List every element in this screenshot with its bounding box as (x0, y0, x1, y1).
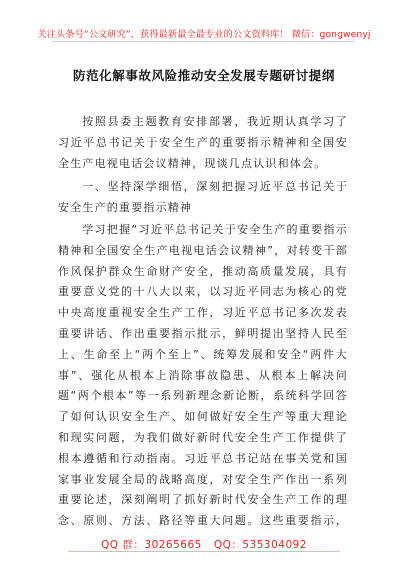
footer-qq-group: QQ 群：30265665 (101, 539, 202, 551)
intro-paragraph: 按照县委主题教育安排部署，我近期认真学习了习近平总书记关于安全生产的重要指示精神和全国安全生产电视电话会议精神，现谈几点认识和体会。 (58, 115, 348, 170)
footer-underline (68, 551, 340, 552)
document-title: 防范化解事故风险推动安全发展专题研讨提纲 (72, 68, 335, 83)
header-banner: 关注头条号“公文研究”，获得最新最全最专业的公文资料库！ 微信：gongwenyj (37, 29, 371, 40)
body-paragraph: 学习把握“习近平总书记关于安全生产的重要指示精神和全国安全生产电视电话会议精神”，对转变干部作风保护群众生命财产安全，推动高质量发展，具有重要意义党的十八大以来，以习近平同志为核心的党中央高度重视安全生产工作，习近平总书记多次发表重要讲话、作出重要指示批示，鲜明提出坚持人民至上、生命至上“两个至上”、统筹发展和安全“两件大事”、强化从根本上消除事故隐患、从根本上解决问题“两个根本”等一系列新理念新论断，系统科学回答了如何认识安全生产、如何做好安全生产等重大理论和现实问题，为我们做好新时代安全生产工作提供了根本遵循和行动指南。习近平总书记站在事关党和国家事业发展全局的战略高度，对安全生产作出一系列重要论述，深刻阐明了抓好新时代安全生产工作的理念、原则、方法、路径等重大问题。这些重要指示， (58, 223, 348, 528)
section-heading-1: 一、坚持深学细悟，深刻把握习近平总书记关于安全生产的重要指示精神 (58, 180, 348, 214)
header-divider (52, 41, 354, 42)
footer-qq: QQ：535304092 (213, 539, 307, 551)
